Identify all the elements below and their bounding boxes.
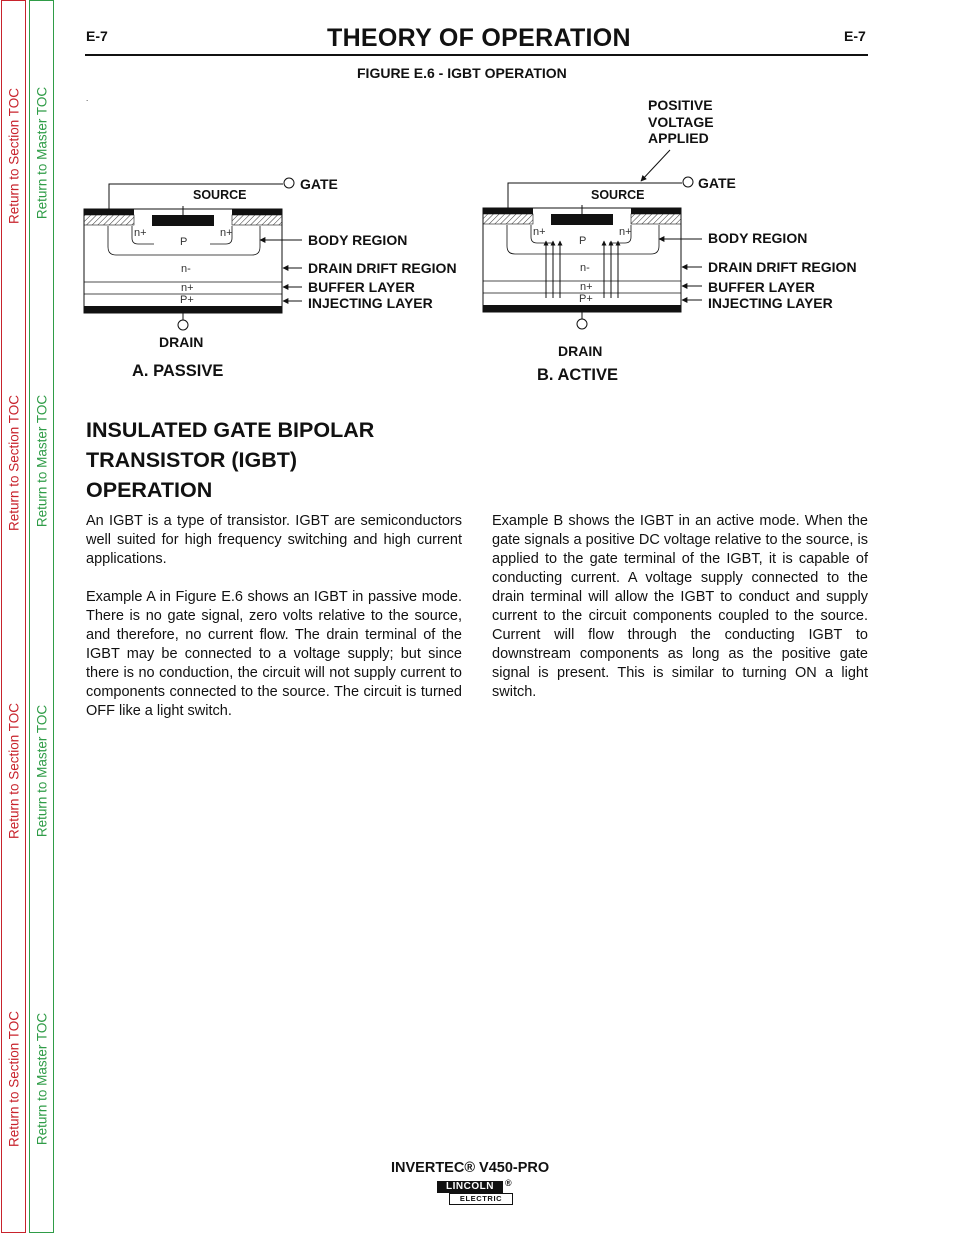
page-title: THEORY OF OPERATION (327, 24, 631, 52)
buffer-layer-label: BUFFER LAYER (708, 279, 815, 295)
paragraph: Example A in Figure E.6 shows an IGBT in passive mode. There is no gate signal, zero volts relative to the source, and therefore, no current flow. The drain terminal of the IGBT may be connected to a voltage supply; but since there is no conduction, the circuit will not supply current to components connected to the source. The circuit is turned OFF like a light switch. (86, 589, 462, 719)
footer-model-name: INVERTEC® V450-PRO (391, 1160, 550, 1176)
paragraph: An IGBT is a type of transistor. IGBT are semiconductors well suited for high frequency switching and high current applications. (86, 513, 462, 567)
section-heading (86, 415, 446, 505)
n-plus-label: n+ (619, 226, 632, 238)
drain-drift-region-label: DRAIN DRIFT REGION (708, 259, 857, 275)
registered-mark: ® (505, 1178, 512, 1188)
panel-a-title: A. PASSIVE (132, 362, 224, 380)
injecting-layer-label: INJECTING LAYER (708, 295, 833, 311)
source-label: SOURCE (591, 188, 645, 202)
page-number-left: E-7 (86, 28, 108, 44)
p-plus-label: P+ (180, 294, 194, 306)
return-master-toc-link[interactable]: Return to Master TOC (34, 704, 49, 838)
body-region-label: BODY REGION (708, 230, 808, 246)
drain-label: DRAIN (159, 334, 204, 350)
n-minus-label: n- (580, 262, 590, 274)
lincoln-electric-logo (437, 1178, 513, 1205)
igbt-operation-diagram (0, 0, 954, 400)
drain-terminal-icon (577, 319, 587, 329)
gate-label: GATE (300, 176, 338, 192)
section-heading-line: INSULATED GATE BIPOLAR (86, 418, 375, 442)
paragraph: Example B shows the IGBT in an active mode. When the gate signals a positive DC voltage relative to the source, is applied to the gate terminal of the IGBT, it is capable of conducting current. A voltage supply connected to the drain terminal will allow the IGBT to conduct and supply current to the circuit components coupled to the source. Current will flow through the conducting IGBT to downstream components as long as the positive gate signal is present. This is similar to turning ON a light switch. (492, 513, 868, 700)
return-section-toc-link[interactable]: Return to Section TOC (6, 87, 21, 225)
positive-voltage-label-line3: APPLIED (648, 130, 709, 146)
right-column (492, 512, 868, 721)
p-label: P (579, 235, 587, 247)
figure-caption: FIGURE E.6 - IGBT OPERATION (357, 65, 567, 81)
section-heading-line: TRANSISTOR (IGBT) (86, 448, 298, 472)
n-minus-label: n- (181, 263, 191, 275)
n-plus-buffer-label: n+ (580, 281, 593, 293)
return-master-toc-link[interactable]: Return to Master TOC (34, 86, 49, 220)
n-plus-buffer-label: n+ (181, 282, 194, 294)
drain-terminal-icon (178, 320, 188, 330)
panel-a-passive (84, 176, 457, 380)
source-label: SOURCE (193, 188, 247, 202)
p-plus-label: P+ (579, 293, 593, 305)
positive-voltage-label-line2: VOLTAGE (648, 114, 714, 130)
return-master-toc-link[interactable]: Return to Master TOC (34, 394, 49, 528)
logo-top-text: LINCOLN (437, 1181, 503, 1193)
drain-label: DRAIN (558, 343, 603, 359)
drain-drift-region-label: DRAIN DRIFT REGION (308, 260, 457, 276)
gate-terminal-icon (683, 177, 693, 187)
body-region-label: BODY REGION (308, 232, 408, 248)
p-label: P (180, 236, 188, 248)
return-section-toc-link[interactable]: Return to Section TOC (6, 394, 21, 532)
buffer-layer-label: BUFFER LAYER (308, 279, 415, 295)
stray-dot: . (86, 94, 89, 103)
page-number-right: E-7 (844, 28, 866, 44)
logo-bottom-text: ELECTRIC (449, 1193, 513, 1205)
positive-voltage-label-line1: POSITIVE (648, 97, 713, 113)
panel-b-active (483, 97, 857, 384)
n-plus-label: n+ (134, 227, 147, 239)
gate-terminal-icon (284, 178, 294, 188)
panel-b-title: B. ACTIVE (537, 366, 618, 384)
left-column (86, 512, 462, 740)
return-section-toc-link[interactable]: Return to Section TOC (6, 1010, 21, 1148)
return-section-toc-link[interactable]: Return to Section TOC (6, 702, 21, 840)
return-master-toc-link[interactable]: Return to Master TOC (34, 1012, 49, 1146)
gate-label: GATE (698, 175, 736, 191)
injecting-layer-label: INJECTING LAYER (308, 295, 433, 311)
n-plus-label: n+ (533, 226, 546, 238)
n-plus-label: n+ (220, 227, 233, 239)
section-heading-line: OPERATION (86, 478, 213, 502)
